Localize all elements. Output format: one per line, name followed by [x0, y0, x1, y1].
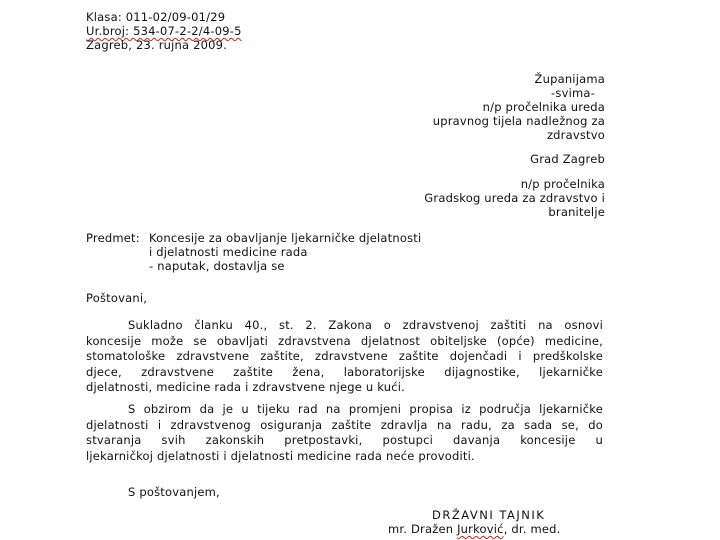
paragraph-line: ljekarničkoj djelatnosti i djelatnosti medicine rada neće provoditi. — [86, 448, 475, 463]
recipient-line: -svima- — [551, 86, 595, 100]
paragraph-line: stvaranja svih zakonskih pretpostavki, postupci davanja koncesije u — [86, 433, 603, 447]
paragraph-line: S obzirom da je u tijeku rad na promjeni propisa iz područja ljekarničke — [128, 402, 603, 416]
salutation: Poštovani, — [86, 291, 148, 305]
body-paragraph-1 — [86, 318, 603, 396]
recipient-line: zdravstvo — [546, 128, 605, 142]
recipient-line: Grad Zagreb — [530, 152, 605, 166]
paragraph-line: djelatnosti, medicine rada i zdravstvene njege u kući. — [86, 380, 406, 394]
recipient-line: Gradskog ureda za zdravstvo i — [424, 191, 605, 205]
paragraph-line: djece, zdravstvene zaštite žena, laboratorijske dijagnostike, ljekarničke — [86, 364, 603, 379]
document-urbroj: Ur.broj: 534-07-2-2/4-09-5 — [86, 24, 242, 38]
recipient-line: upravnog tijela nadležnog za — [432, 114, 605, 128]
recipient-line: n/p pročelnika — [520, 177, 605, 191]
subject-line: - naputak, dostavlja se — [149, 259, 285, 273]
closing: S poštovanjem, — [128, 485, 220, 499]
document-place-date: Zagreb, 23. rujna 2009. — [86, 38, 228, 52]
recipient-line: n/p pročelnika ureda — [482, 100, 605, 114]
signature-name-suffix: , dr. med. — [503, 522, 561, 536]
body-paragraph-2 — [86, 402, 603, 464]
paragraph-line: stomatološke zdravstvene zaštite, zdravstvene zaštite dojenčadi i predškolske — [86, 349, 603, 363]
signature-name — [388, 522, 561, 536]
subject-label: Predmet: — [86, 231, 140, 245]
subject-line: Koncesije za obavljanje ljekarničke djelatnosti — [149, 231, 422, 245]
paragraph-line: djelatnosti i zdravstvenog osiguranja zaštite zdravlja na radu, za sada se, do — [86, 417, 603, 432]
signature-name-prefix: mr. Dražen — [388, 522, 458, 536]
subject-line: i djelatnosti medicine rada — [149, 245, 308, 259]
signature-title: DRŽAVNI TAJNIK — [432, 508, 546, 522]
paragraph-line: koncesije može se obavljati zdravstvena djelatnost obiteljske (opće) medicine, — [86, 333, 603, 348]
signature-surname: Jurković — [457, 522, 504, 536]
recipient-line: branitelje — [548, 205, 605, 219]
recipient-line: Županijama — [534, 72, 605, 86]
paragraph-line: Sukladno članku 40., st. 2. Zakona o zdravstvenoj zaštiti na osnovi — [128, 318, 603, 332]
document-klasa: Klasa: 011-02/09-01/29 — [86, 10, 226, 24]
